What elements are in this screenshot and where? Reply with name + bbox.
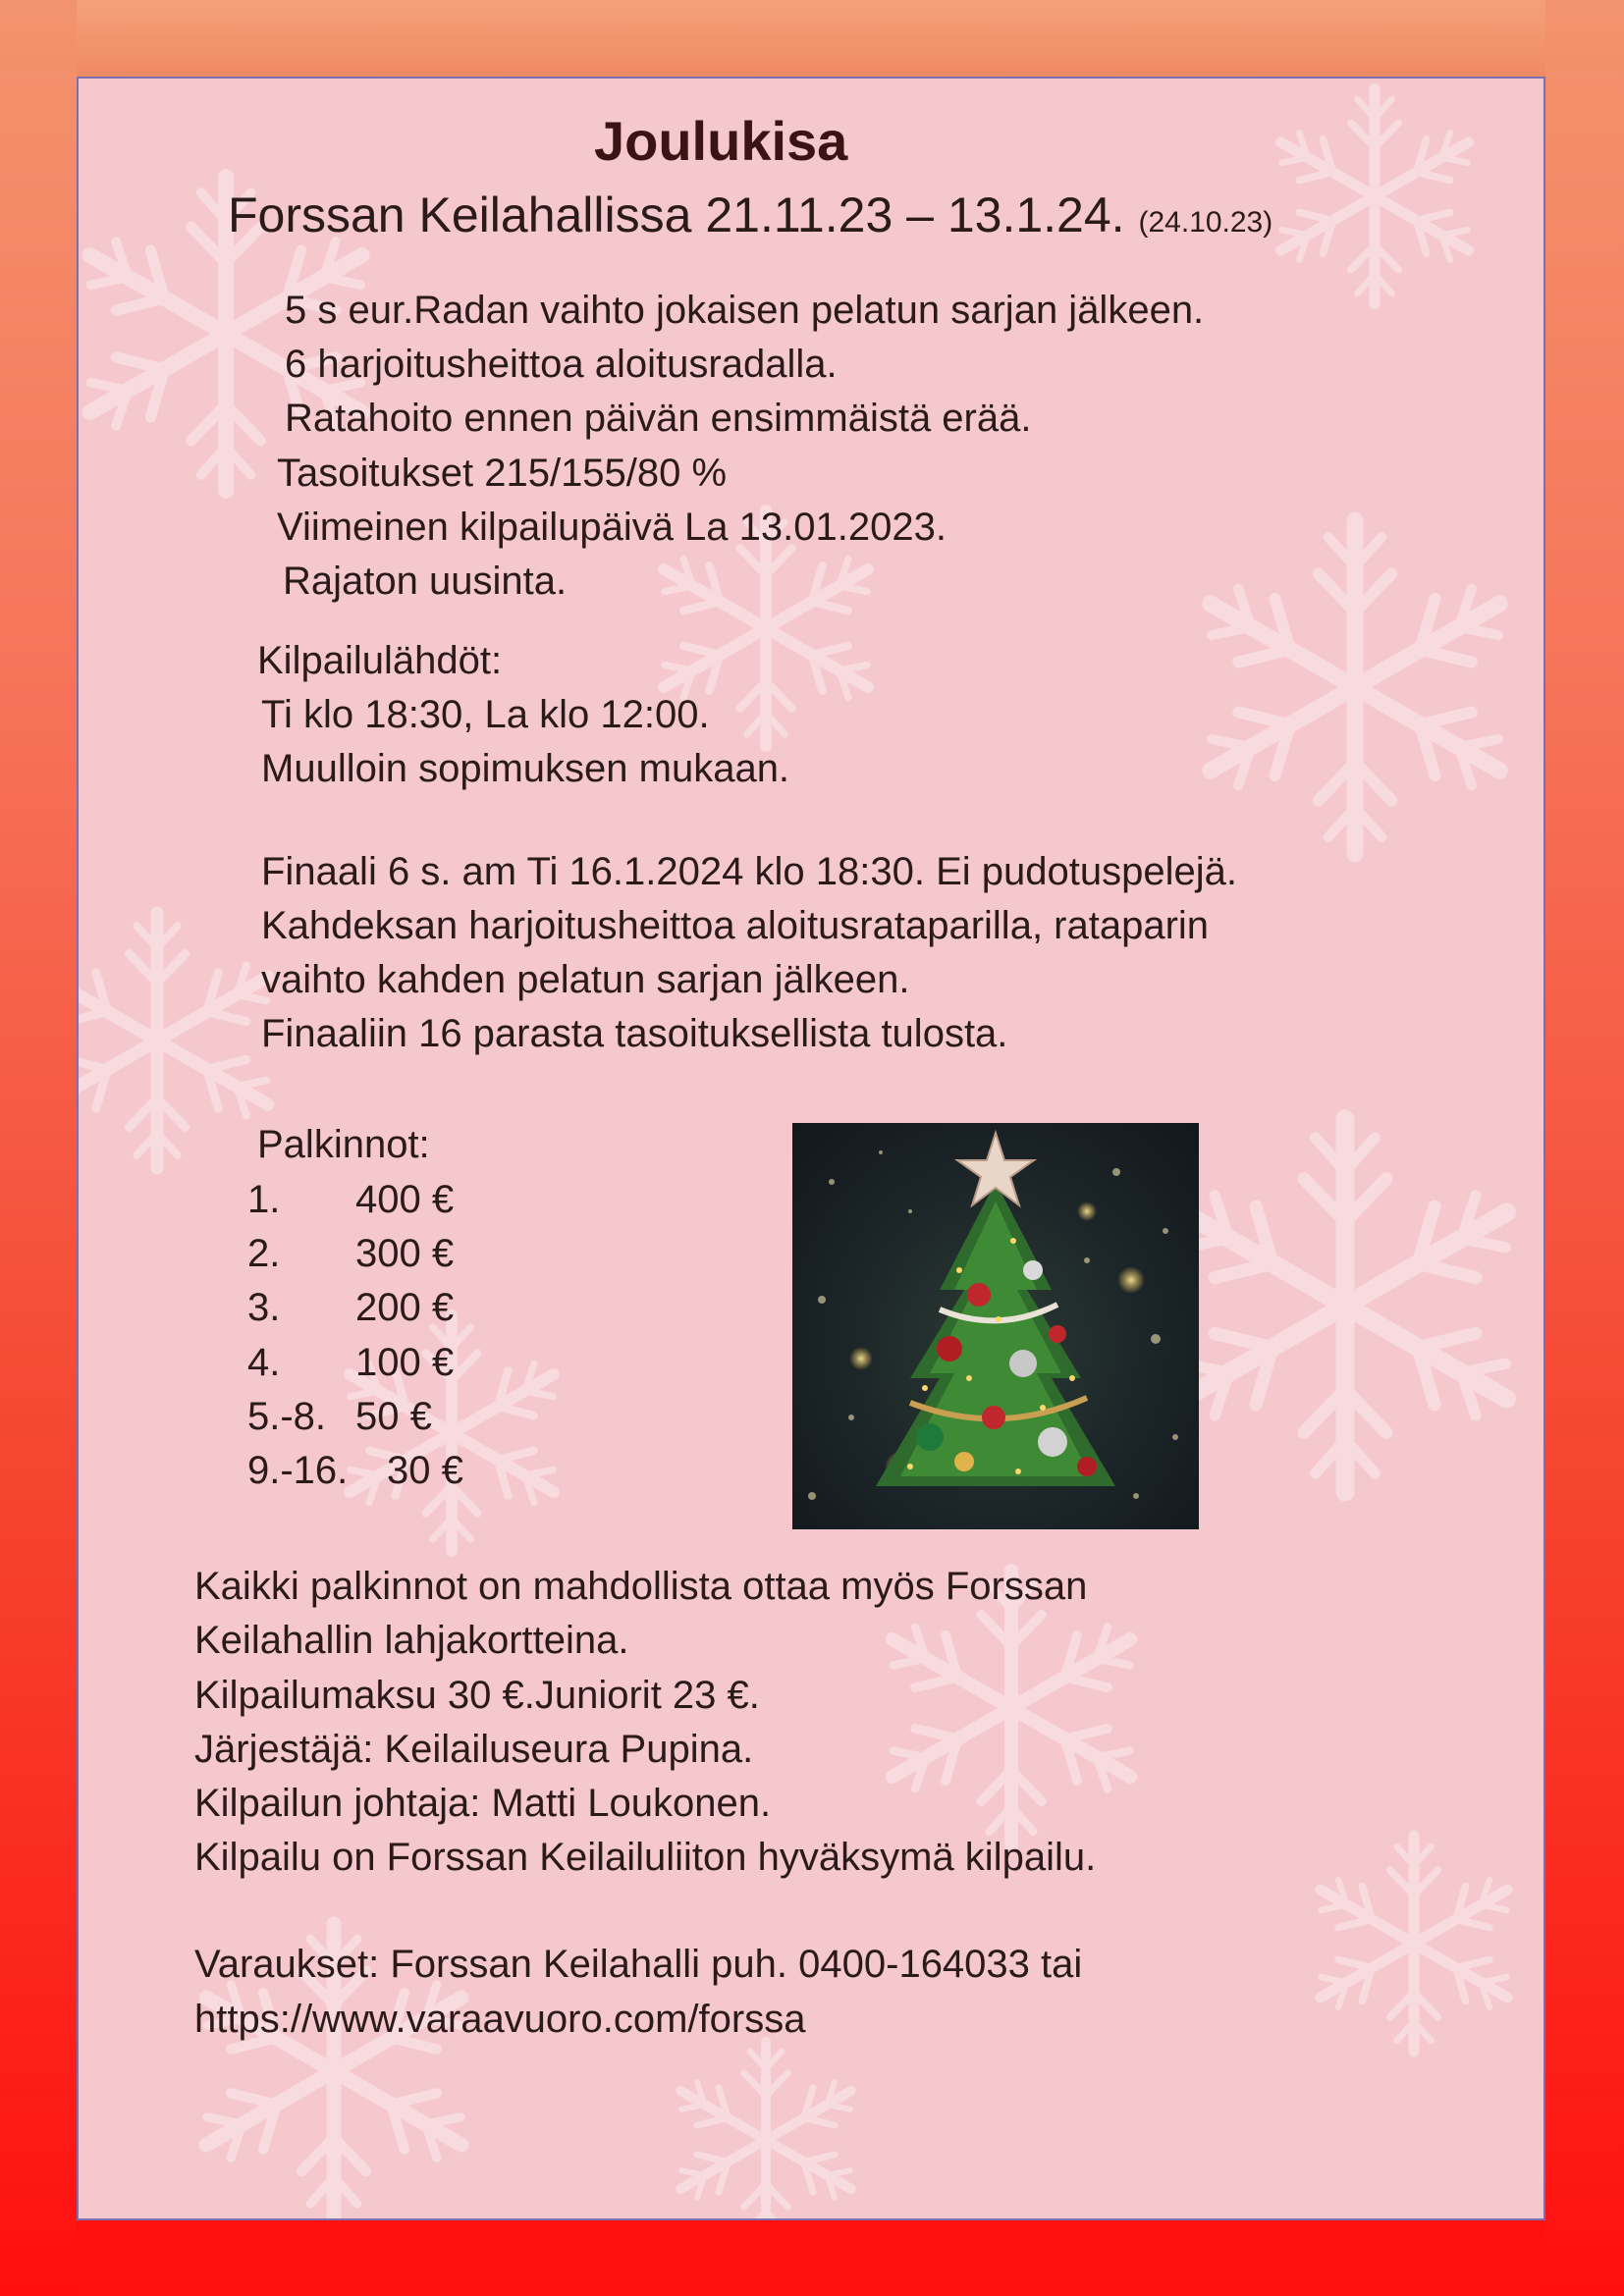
- top-frame-band: [77, 0, 1545, 77]
- final-line: vaihto kahden pelatun sarjan jälkeen.: [261, 958, 910, 1001]
- prize-amount: 300 €: [355, 1232, 455, 1275]
- christmas-tree-image: [792, 1123, 1199, 1529]
- snowflake-icon: [1270, 88, 1481, 304]
- info-line: Kaikki palkinnot on mahdollista ottaa myös Forssan: [194, 1565, 1088, 1608]
- rule-line: Ratahoito ennen päivän ensimmäistä erää.: [285, 397, 1032, 440]
- final-line: Finaali 6 s. am Ti 16.1.2024 klo 18:30. Ei pudotuspelejä.: [261, 850, 1237, 893]
- prize-place: 5.-8.: [247, 1395, 327, 1438]
- prize-place: 4.: [247, 1341, 281, 1384]
- prize-amount: 200 €: [355, 1286, 455, 1329]
- starts-line: Ti klo 18:30, La klo 12:00.: [261, 693, 710, 736]
- info-line: Kilpailu on Forssan Keilailuliiton hyväksymä kilpailu.: [194, 1836, 1097, 1879]
- starts-heading: Kilpailulähdöt:: [257, 639, 503, 682]
- rule-line: Tasoitukset 215/155/80 %: [277, 452, 728, 495]
- rule-line: Viimeinen kilpailupäivä La 13.01.2023.: [277, 506, 947, 549]
- page-subtitle: [228, 187, 1273, 242]
- info-line: Kilpailun johtaja: Matti Loukonen.: [194, 1782, 772, 1825]
- date-note: (24.10.23): [1138, 206, 1273, 239]
- info-line: Keilahallin lahjakortteina.: [194, 1619, 629, 1662]
- prizes-heading: Palkinnot:: [257, 1123, 430, 1166]
- prize-amount: 100 €: [355, 1341, 455, 1384]
- subtitle-text: Forssan Keilahallissa 21.11.23 – 13.1.24.: [228, 187, 1125, 242]
- final-line: Finaaliin 16 parasta tasoituksellista tulosta.: [261, 1012, 1008, 1055]
- snowflake-icon: [670, 2042, 861, 2220]
- info-line: Järjestäjä: Keilailuseura Pupina.: [194, 1728, 754, 1771]
- prize-amount: 30 €: [387, 1449, 463, 1492]
- christmas-tree-icon: [792, 1123, 1199, 1529]
- snowflake-icon: [877, 1571, 1145, 1845]
- rule-line: Rajaton uusinta.: [283, 560, 568, 603]
- prize-place: 1.: [247, 1178, 281, 1221]
- booking-line: Varaukset: Forssan Keilahalli puh. 0400-164033 tai: [194, 1943, 1083, 1986]
- booking-link[interactable]: https://www.varaavuoro.com/forssa: [194, 1998, 806, 2041]
- snowflake-icon: [1164, 1119, 1528, 1492]
- snowflake-icon: [79, 913, 282, 1168]
- starts-line: Muulloin sopimuksen mukaan.: [261, 747, 790, 790]
- snowflake-icon: [1309, 1836, 1520, 2052]
- page-title: Joulukisa: [594, 110, 848, 172]
- rule-line: 6 harjoitusheittoa aloitusradalla.: [285, 343, 838, 386]
- prize-place: 2.: [247, 1232, 281, 1275]
- poster-panel: [77, 77, 1545, 2220]
- snowflake-icon: [1192, 520, 1518, 854]
- prize-amount: 400 €: [355, 1178, 455, 1221]
- prize-place: 9.-16.: [247, 1449, 349, 1492]
- final-line: Kahdeksan harjoitusheittoa aloitusrataparilla, rataparin: [261, 904, 1210, 947]
- prize-place: 3.: [247, 1286, 281, 1329]
- rule-line: 5 s eur.Radan vaihto jokaisen pelatun sarjan jälkeen.: [285, 289, 1205, 332]
- prize-amount: 50 €: [355, 1395, 432, 1438]
- info-line: Kilpailumaksu 30 €.Juniorit 23 €.: [194, 1674, 760, 1717]
- bottom-frame-band: [77, 2220, 1545, 2296]
